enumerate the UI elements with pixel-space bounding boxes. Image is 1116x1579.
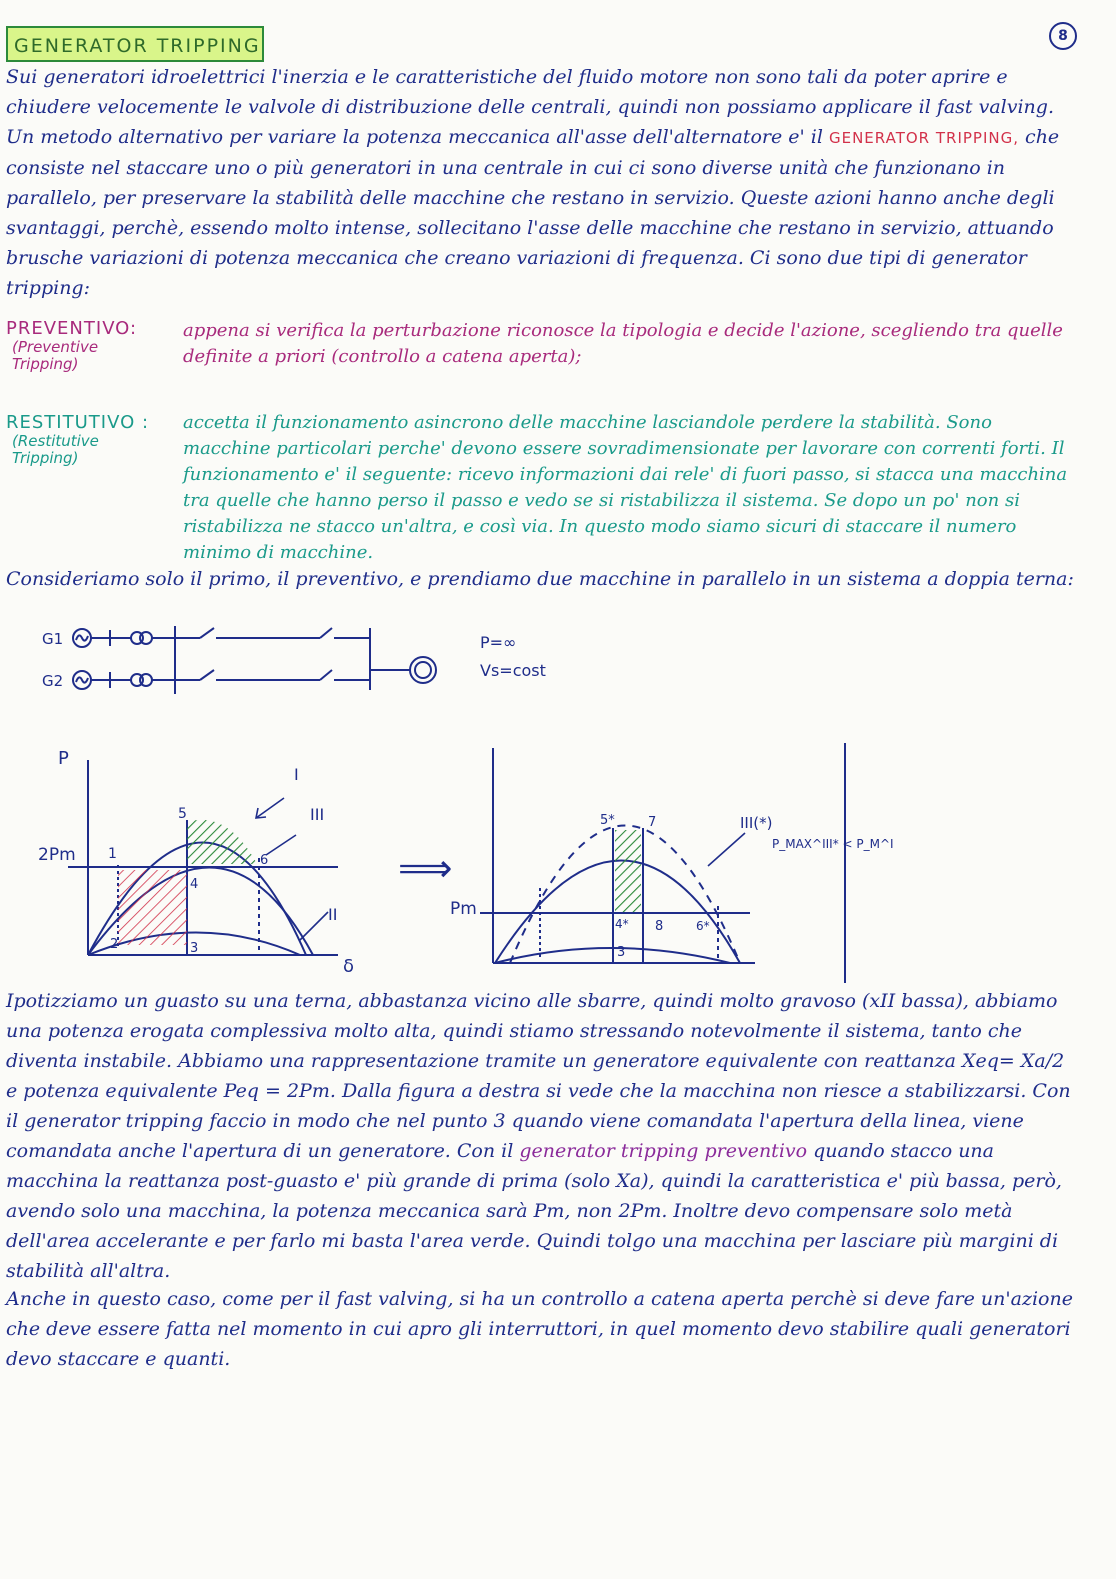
restitutive-sublabel-1: (Restitutive [12, 432, 99, 450]
intro-text-b: che consiste nel staccare uno o più generatori in una centrale in cui ci sono diverse unità che funzionano in parallelo, per preservare la stabilità delle macchine che restano in servizio. Queste azioni hanno anche degli svantaggi, perchè, essendo molto intense, sollecitano l'asse delle macchine che restano in servizio, attuando brusche variazioni di potenza meccanica che creano variazioni di frequenza. Ci sono due tipi di generator tripping: [6, 126, 1060, 299]
g2-label: G2 [42, 672, 64, 690]
right-level-label: Pm [450, 899, 477, 919]
restitutive-description: accetta il funzionamento asincrono delle macchine lasciandole perdere la stabilità. Sono macchine particolari perche' devono essere sovradimensionate per lavorare con correnti forti. Il funzionamento e' il seguente: ricevo informazioni dai rele' di fuori passo, si stacca una macchina tra quelle che hanno perso il passo e vedo se si ristabilizza il sistema. Se dopo un po' non si ristabilizza ne stacco un'altra, e così via. In questo modo siamo sicuri di staccare il numero minimo di macchine. [183, 412, 1068, 563]
breaker-1 [200, 628, 214, 638]
green-area [615, 830, 641, 912]
right-point-3: 3 [617, 945, 626, 960]
page-number: 8 [1049, 22, 1077, 50]
consider-paragraph: Consideriamo solo il primo, il preventivo, e prendiamo due macchine in parallelo in un sistema a doppia terna: [6, 568, 1074, 590]
preventive-sublabel-1: (Preventive [12, 338, 99, 356]
point-3: 3 [190, 941, 199, 956]
right-curve-label: III(*) [740, 814, 773, 832]
constant-voltage-label: Vs=cost [480, 661, 546, 680]
curve-III-label: III [310, 805, 325, 824]
page-title: GENERATOR TRIPPING [6, 26, 264, 62]
left-y-label: P [58, 748, 69, 769]
right-point-6star: 6* [696, 919, 710, 933]
point-5: 5 [178, 806, 187, 822]
preventive-label: PREVENTIVO: [6, 318, 138, 339]
breaker-3 [200, 670, 214, 680]
preventive-label-block [6, 318, 137, 373]
infinite-bus-icon [410, 657, 436, 683]
analysis-text-a: Ipotizziamo un guasto su una terna, abbastanza vicino alle sbarre, quindi molto gravoso (xII bassa), abbiamo una potenza erogata complessiva molto alta, quindi stiamo stressando notevolmente il sistema, tanto che diventa instabile. Abbiamo una rappresentazione tramite un generatore equivalente con reattanza Xeq= Xa/2 e potenza equivalente Peq = 2Pm. Dalla figura a destra si vede che la macchina non riesce a stabilizzarsi. Con il generator tripping faccio in modo che nel punto 3 quando viene comandata l'apertura della linea, viene comandata anche l'apertura di un generatore. Con il [6, 990, 1071, 1162]
accelerating-area [118, 870, 187, 945]
g1-label: G1 [42, 630, 64, 648]
infinite-power-label: P=∞ [480, 633, 517, 652]
point-4: 4 [190, 877, 199, 892]
left-x-label: δ [343, 956, 355, 977]
restitutive-label: RESTITUTIVO : [6, 412, 150, 433]
right-point-5star: 5* [600, 813, 615, 828]
preventive-description: appena si verifica la perturbazione riconosce la tipologia e decide l'azione, scegliendo tra quelle definite a priori (controllo a catena aperta); [183, 320, 1063, 367]
intro-text-a: Sui generatori idroelettrici l'inerzia e le caratteristiche del fluido motore non sono tali da poter aprire e chiudere velocemente le valvole di distribuzione delle centrali, quindi non possiamo applicare il fast valving. Un metodo alternativo per variare la potenza meccanica all'asse dell'alternatore e' il [6, 66, 1054, 148]
transition-arrow: ⟹ [398, 846, 453, 890]
generator-tripping-highlight: GENERATOR TRIPPING, [828, 129, 1019, 147]
right-power-angle-plot [450, 738, 894, 983]
pmax-inequality: P_MAX^III* < P_M^I [772, 837, 894, 851]
restitutive-label-block [6, 412, 149, 467]
intro-paragraph [6, 62, 1076, 303]
right-point-7: 7 [648, 815, 657, 830]
analysis-text-b: quando stacco una macchina la reattanza post-guasto e' più grande di prima (solo Xa), quindi la caratteristica e' più bassa, però, avendo solo una macchina, la potenza meccanica sarà Pm, non 2Pm. Inoltre devo compensare solo metà dell'area accelerante e per farlo mi basta l'area verde. Quindi tolgo una macchina per lasciare più margini di stabilità all'altra. [6, 1140, 1062, 1282]
left-power-angle-plot [38, 740, 368, 980]
closing-paragraph: Anche in questo caso, come per il fast valving, si ha un controllo a catena aperta perchè si deve fare un'azione che deve essere fatta nel momento in cui apro gli interruttori, in quel momento devo stabilire quali generatori devo staccare e quanti. [6, 1288, 1073, 1370]
right-point-8: 8 [655, 919, 664, 934]
point-6: 6 [260, 853, 269, 868]
decelerating-area [187, 820, 257, 864]
preventive-sublabel-2: Tripping) [12, 355, 79, 373]
point-1: 1 [108, 846, 117, 862]
curve-II-label: II [328, 905, 338, 924]
left-level-label: 2Pm [38, 845, 76, 865]
restitutive-sublabel-2: Tripping) [12, 449, 79, 467]
circuit-diagram [40, 618, 600, 718]
breaker-2 [320, 628, 332, 638]
breaker-4 [320, 670, 332, 680]
curve-I-label: I [294, 765, 299, 784]
right-point-4star: 4* [615, 917, 629, 931]
preventive-highlight: generator tripping preventivo [519, 1140, 808, 1162]
analysis-paragraph [6, 986, 1076, 1286]
point-2: 2 [110, 937, 119, 952]
